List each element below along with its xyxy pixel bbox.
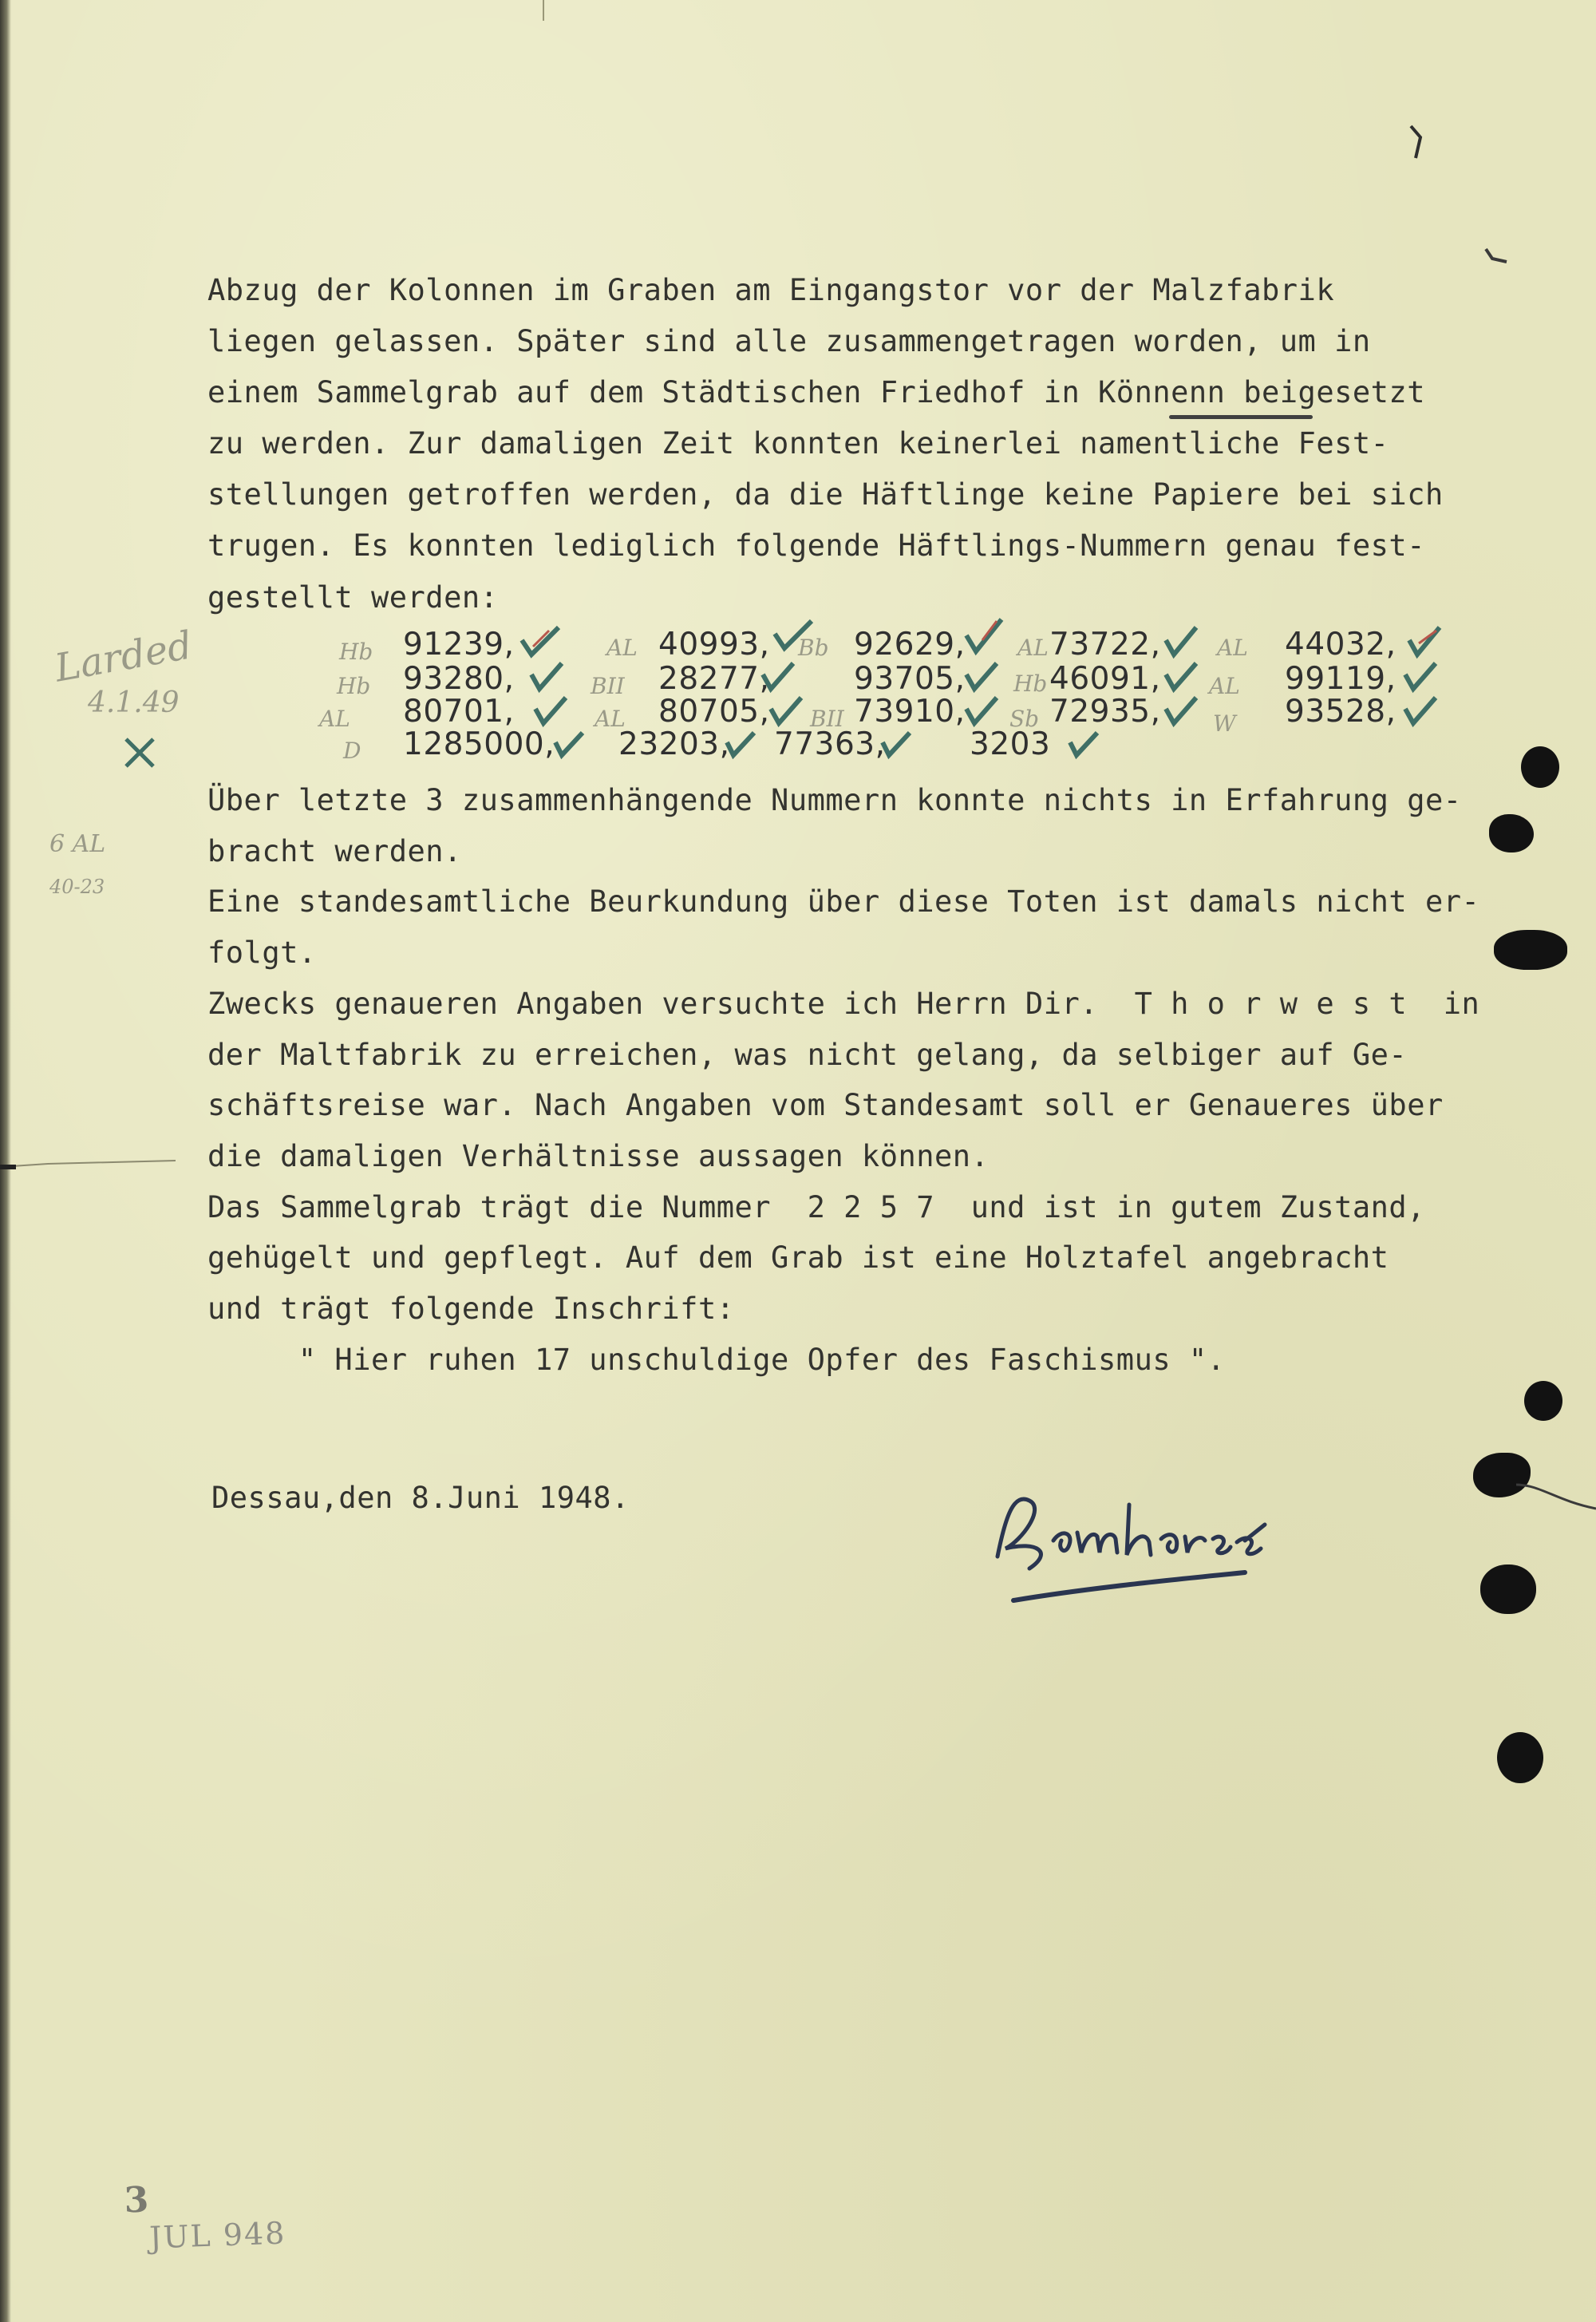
checkmark-icon bbox=[551, 728, 587, 760]
prefix-note: AL bbox=[1217, 635, 1248, 661]
prefix-note: AL bbox=[606, 635, 638, 661]
prisoner-number: 40993, bbox=[658, 627, 770, 663]
checkmark-icon bbox=[962, 659, 1001, 694]
checkmark-icon bbox=[1400, 693, 1440, 729]
checkmark-icon bbox=[1400, 659, 1440, 694]
prefix-note: D bbox=[343, 738, 361, 764]
checkmark-icon bbox=[766, 693, 806, 729]
prefix-note: Hb bbox=[337, 673, 371, 699]
body-line-2: liegen gelassen. Später sind alle zusammengetragen worden, um in bbox=[207, 324, 1371, 358]
prefix-note: AL bbox=[319, 706, 350, 732]
body-line-1: Abzug der Kolonnen im Graben am Eingangstor vor der Malzfabrik bbox=[207, 273, 1335, 307]
prefix-note: W bbox=[1213, 710, 1236, 737]
prefix-note: BII bbox=[810, 706, 844, 732]
prefix-note: BII bbox=[591, 673, 625, 699]
body-line-10: Eine standesamtliche Beurkundung über diese Toten ist damals nicht er- bbox=[207, 884, 1480, 919]
ink-blot bbox=[1524, 1381, 1562, 1421]
body-line-5: stellungen getroffen werden, da die Häftlinge keine Papiere bei sich bbox=[207, 477, 1444, 512]
prisoner-number: 80705, bbox=[658, 694, 770, 730]
checkmark-icon bbox=[527, 659, 567, 694]
margin-note: 6 AL bbox=[49, 830, 106, 858]
body-line-16: Das Sammelgrab trägt die Nummer 2 2 5 7 und ist in gutem Zustand, bbox=[207, 1190, 1425, 1224]
margin-note: 40-23 bbox=[49, 876, 105, 898]
checkmark-icon bbox=[962, 616, 1009, 660]
prisoner-number: 73910, bbox=[854, 694, 966, 730]
prisoner-number: 80701, bbox=[403, 694, 515, 730]
paper-crease-icon bbox=[0, 1149, 176, 1173]
body-line-12: Zwecks genaueren Angaben versuchte ich Herrn Dir. T h o r w e s t in bbox=[207, 987, 1480, 1021]
inscription-line: " Hier ruhen 17 unschuldige Opfer des Faschismus ". bbox=[207, 1343, 1226, 1377]
prisoner-number: 72935, bbox=[1049, 694, 1161, 730]
prisoner-number: 93528, bbox=[1285, 694, 1396, 730]
prisoner-number: 3203 bbox=[970, 726, 1051, 762]
checkmark-icon bbox=[878, 728, 914, 760]
prisoner-number: 92629, bbox=[854, 627, 966, 663]
checkmark-icon bbox=[722, 728, 758, 760]
date-line: Dessau,den 8.Juni 1948. bbox=[211, 1481, 630, 1515]
paper-crease-icon bbox=[1516, 1469, 1596, 1517]
ink-blot bbox=[1489, 814, 1534, 852]
body-line-6: trugen. Es konnten lediglich folgende Häftlings-Nummern genau fest- bbox=[207, 528, 1425, 563]
body-line-7: gestellt werden: bbox=[207, 580, 499, 615]
prefix-note: AL bbox=[1209, 673, 1240, 699]
prisoner-number: 1285000, bbox=[403, 726, 555, 762]
prisoner-number: 73722, bbox=[1049, 627, 1161, 663]
cross-mark-icon bbox=[120, 733, 160, 773]
prisoner-number: 93705, bbox=[854, 661, 966, 697]
body-line-4: zu werden. Zur damaligen Zeit konnten keinerlei namentliche Fest- bbox=[207, 426, 1389, 461]
checkmark-icon bbox=[1161, 659, 1201, 694]
checkmark-icon bbox=[770, 616, 818, 656]
body-line-17: gehügelt und gepflegt. Auf dem Grab ist eine Holztafel angebracht bbox=[207, 1240, 1389, 1275]
prefix-note: Hb bbox=[1013, 670, 1048, 697]
prefix-note: Bb bbox=[798, 635, 829, 661]
prisoner-number: 91239, bbox=[403, 627, 515, 663]
body-line-8: Über letzte 3 zusammenhängende Nummern konnte nichts in Erfahrung ge- bbox=[207, 783, 1462, 817]
prisoner-number: 46091, bbox=[1049, 661, 1161, 697]
prisoner-number: 44032, bbox=[1285, 627, 1396, 663]
body-line-11: folgt. bbox=[207, 936, 317, 970]
tick-mark-icon bbox=[1483, 246, 1515, 270]
margin-note: 4.1.49 bbox=[88, 686, 180, 719]
checkmark-icon bbox=[531, 693, 571, 729]
body-line-14: schäftsreise war. Nach Angaben vom Standesamt soll er Genaueres über bbox=[207, 1088, 1444, 1122]
checkmark-icon bbox=[962, 693, 1001, 729]
body-line-3: einem Sammelgrab auf dem Städtischen Friedhof in Könnenn beigesetzt bbox=[207, 375, 1425, 409]
checkmark-icon bbox=[758, 659, 798, 694]
top-crease bbox=[543, 0, 544, 21]
prisoner-number: 99119, bbox=[1285, 661, 1396, 697]
checkmark-icon bbox=[1404, 623, 1444, 663]
pencil-underline bbox=[1169, 415, 1313, 419]
prisoner-number: 77363, bbox=[774, 726, 886, 762]
prisoner-number: 28277, bbox=[658, 661, 770, 697]
checkmark-icon bbox=[517, 623, 565, 663]
signature bbox=[982, 1469, 1301, 1612]
prefix-note: AL bbox=[1017, 635, 1049, 661]
checkmark-icon bbox=[1161, 623, 1201, 663]
margin-note: Larded bbox=[51, 623, 196, 691]
ink-blot bbox=[1497, 1732, 1543, 1783]
ink-blot bbox=[1480, 1564, 1536, 1614]
prefix-note: Hb bbox=[339, 639, 373, 665]
received-stamp: 3 JUL 948 bbox=[123, 2179, 287, 2256]
body-line-18: und trägt folgende Inschrift: bbox=[207, 1292, 735, 1326]
ink-blot bbox=[1494, 930, 1567, 970]
body-line-15: die damaligen Verhältnisse aussagen können. bbox=[207, 1139, 990, 1173]
prisoner-number: 93280, bbox=[403, 661, 515, 697]
checkmark-icon bbox=[1065, 728, 1101, 760]
prefix-note: Sb bbox=[1009, 706, 1040, 732]
body-line-13: der Maltfabrik zu erreichen, was nicht gelang, da selbiger auf Ge- bbox=[207, 1038, 1408, 1072]
checkmark-icon bbox=[1161, 693, 1201, 729]
corner-mark-icon bbox=[1404, 120, 1436, 168]
ink-blot bbox=[1521, 746, 1559, 788]
prefix-note: AL bbox=[595, 706, 626, 732]
body-line-9: bracht werden. bbox=[207, 834, 462, 868]
prisoner-number: 23203, bbox=[618, 726, 730, 762]
